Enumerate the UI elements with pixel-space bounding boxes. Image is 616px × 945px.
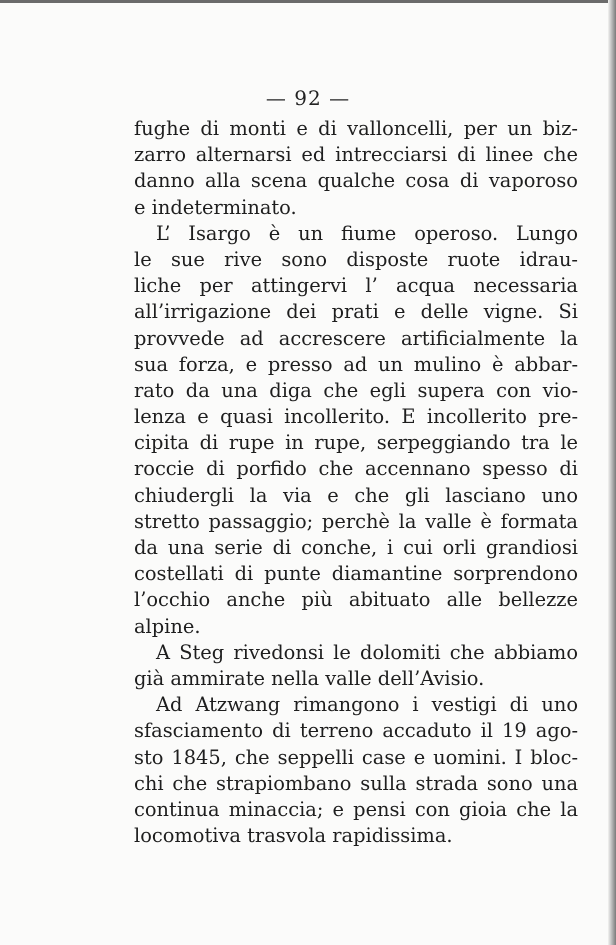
text-line: Ad Atzwang rimangono i vestigi di uno: [156, 693, 578, 717]
paragraph: [134, 640, 578, 692]
text-line: da una serie di conche, i cui orli grandiosi: [134, 536, 578, 559]
text-line: locomotiva trasvola rapidissima.: [134, 824, 453, 848]
text-line: sto 1845, che seppelli case e uomini. I bloc-: [134, 745, 578, 769]
text-line: rato da una diga che egli supera con vio-: [134, 378, 578, 402]
text-line: stretto passaggio; perchè la valle è formata: [134, 509, 578, 533]
text-line: continua minaccia; e pensi con gioia che la: [134, 797, 578, 821]
text-line: chi che strapiombano sulla strada sono una: [134, 771, 578, 795]
text-line: cipita di rupe in rupe, serpeggiando tra le: [134, 431, 578, 455]
text-line: sua forza, e presso ad un mulino è abbar-: [134, 352, 578, 376]
page-number: — 92 —: [265, 86, 351, 110]
page-top-edge: [0, 0, 616, 3]
text-line: A Steg rivedonsi le dolomiti che abbiamo: [156, 640, 578, 664]
text-line: provvede ad accrescere artificialmente la: [134, 326, 578, 350]
text-line: L’ Isargo è un fiume operoso. Lungo: [156, 221, 578, 245]
text-line: liche per attingervi l’ acqua necessaria: [134, 274, 578, 298]
paragraph: [134, 116, 578, 221]
text-line: roccie di porfido che accennano spesso di: [134, 457, 578, 481]
text-line: le sue rive sono disposte ruote idrau-: [134, 247, 578, 271]
body-text: [134, 116, 578, 849]
text-line: chiudergli la via e che gli lasciano uno: [134, 483, 578, 507]
text-line: e indeterminato.: [134, 195, 297, 219]
page-binding-edge: [608, 0, 616, 945]
text-line: l’occhio anche più abituato alle bellezze: [134, 588, 578, 612]
text-line: all’irrigazione dei prati e delle vigne. Si: [134, 300, 578, 324]
text-line: già ammirate nella valle dell’Avisio.: [134, 666, 485, 690]
text-line: sfasciamento di terreno accaduto il 19 ago-: [134, 719, 578, 743]
text-line: lenza e quasi incollerito. E incollerito pre-: [134, 405, 578, 429]
text-line: costellati di punte diamantine sorprendono: [134, 562, 578, 586]
text-line: fughe di monti e di valloncelli, per un biz-: [134, 117, 578, 140]
text-line: danno alla scena qualche cosa di vaporoso: [134, 169, 578, 193]
paragraph: [134, 692, 578, 849]
text-line: alpine.: [134, 614, 201, 638]
paragraph: [134, 221, 578, 640]
text-line: zarro alternarsi ed intrecciarsi di linee che: [134, 143, 578, 167]
